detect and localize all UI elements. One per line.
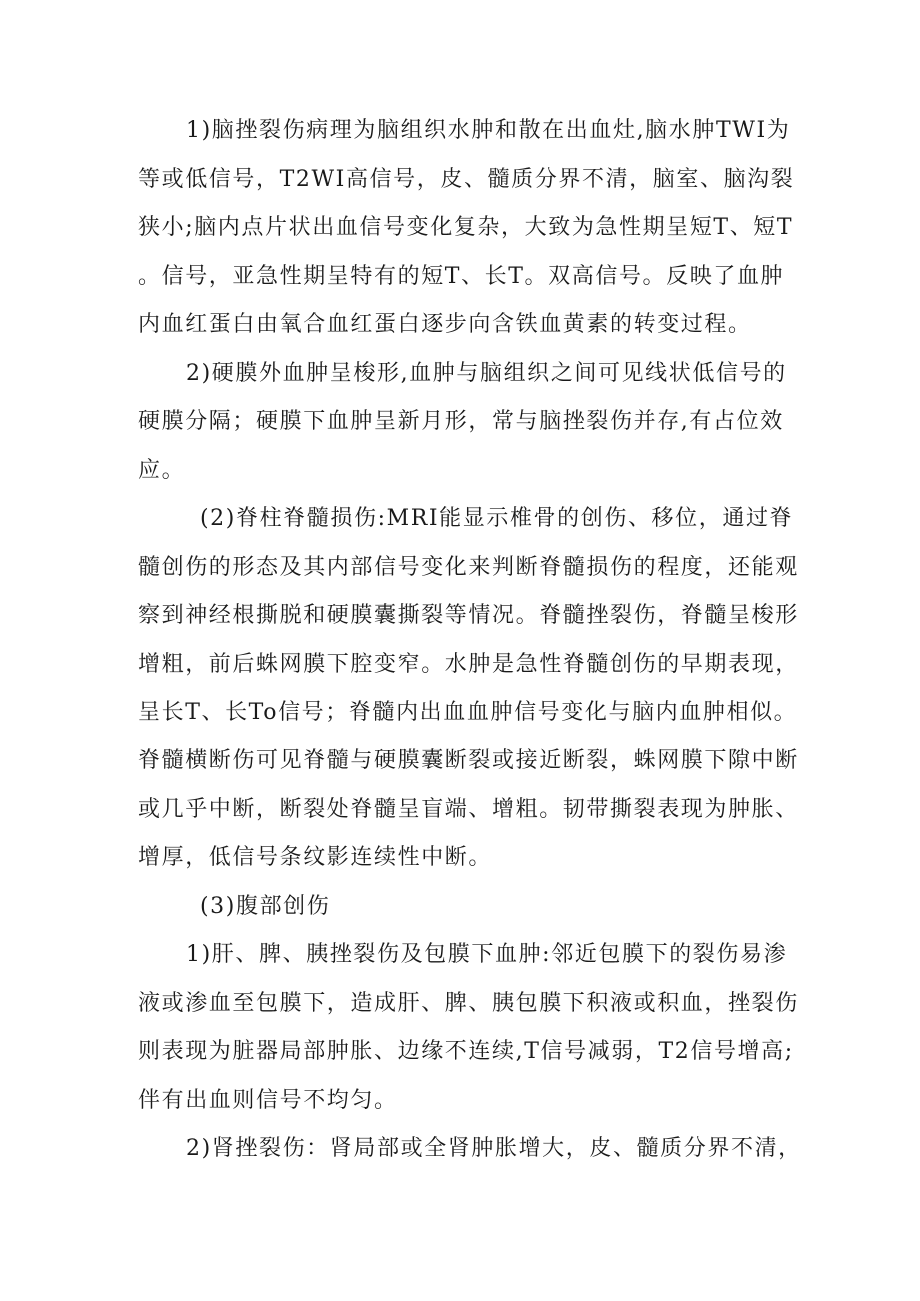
text-line: 察到神经根撕脱和硬膜囊撕裂等情况。脊髓挫裂伤，脊髓呈梭形	[138, 603, 799, 628]
text-line: 。信号，亚急性期呈特有的短T、长T。双高信号。反映了血肿	[138, 264, 785, 289]
text-line: 硬膜分隔；硬膜下血肿呈新月形，常与脑挫裂伤并存,有占位效	[138, 409, 784, 434]
text-line: 髓创伤的形态及其内部信号变化来判断脊髓损伤的程度，还能观	[138, 555, 799, 580]
text-line: 2)硬膜外血肿呈梭形,血肿与脑组织之间可见线状低信号的	[186, 361, 787, 386]
text-line: 则表现为脏器局部肿胀、边缘不连续,T信号减弱，T2信号增高;	[138, 1039, 794, 1064]
text-line: (2)脊柱脊髓损伤:MRI能显示椎骨的创伤、移位，通过脊	[200, 506, 794, 531]
section-heading: (3)腹部创伤	[200, 894, 331, 919]
text-line: 1)脑挫裂伤病理为脑组织水肿和散在出血灶,脑水肿TWI为	[186, 118, 791, 143]
text-line: 伴有出血则信号不均匀。	[138, 1088, 398, 1113]
text-line: 增粗，前后蛛网膜下腔变窄。水肿是急性脊髓创伤的早期表现，	[138, 652, 799, 677]
text-line: 或几乎中断，断裂处脊髓呈盲端、增粗。韧带撕裂表现为肿胀、	[138, 797, 799, 822]
text-line: 2)肾挫裂伤：肾局部或全肾肿胀增大，皮、髓质分界不清，	[186, 1136, 802, 1161]
text-line: 脊髓横断伤可见脊髓与硬膜囊断裂或接近断裂，蛛网膜下隙中断	[138, 748, 799, 773]
text-line: 增厚，低信号条纹影连续性中断。	[138, 845, 493, 870]
text-line: 等或低信号，T2WI高信号，皮、髓质分界不清，脑室、脑沟裂	[138, 167, 795, 192]
text-line: 液或渗血至包膜下，造成肝、脾、胰包膜下积液或积血，挫裂伤	[138, 991, 799, 1016]
text-line: 1)肝、脾、胰挫裂伤及包膜下血肿:邻近包膜下的裂伤易渗	[186, 942, 788, 967]
text-line: 应。	[138, 458, 186, 483]
text-line: 呈长T、长To信号；脊髓内出血血肿信号变化与脑内血肿相似。	[138, 700, 798, 725]
text-line: 狭小;脑内点片状出血信号变化复杂，大致为急性期呈短T、短T	[138, 215, 794, 240]
text-line: 内血红蛋白由氧合血红蛋白逐步向含铁血黄素的转变过程。	[138, 312, 752, 337]
